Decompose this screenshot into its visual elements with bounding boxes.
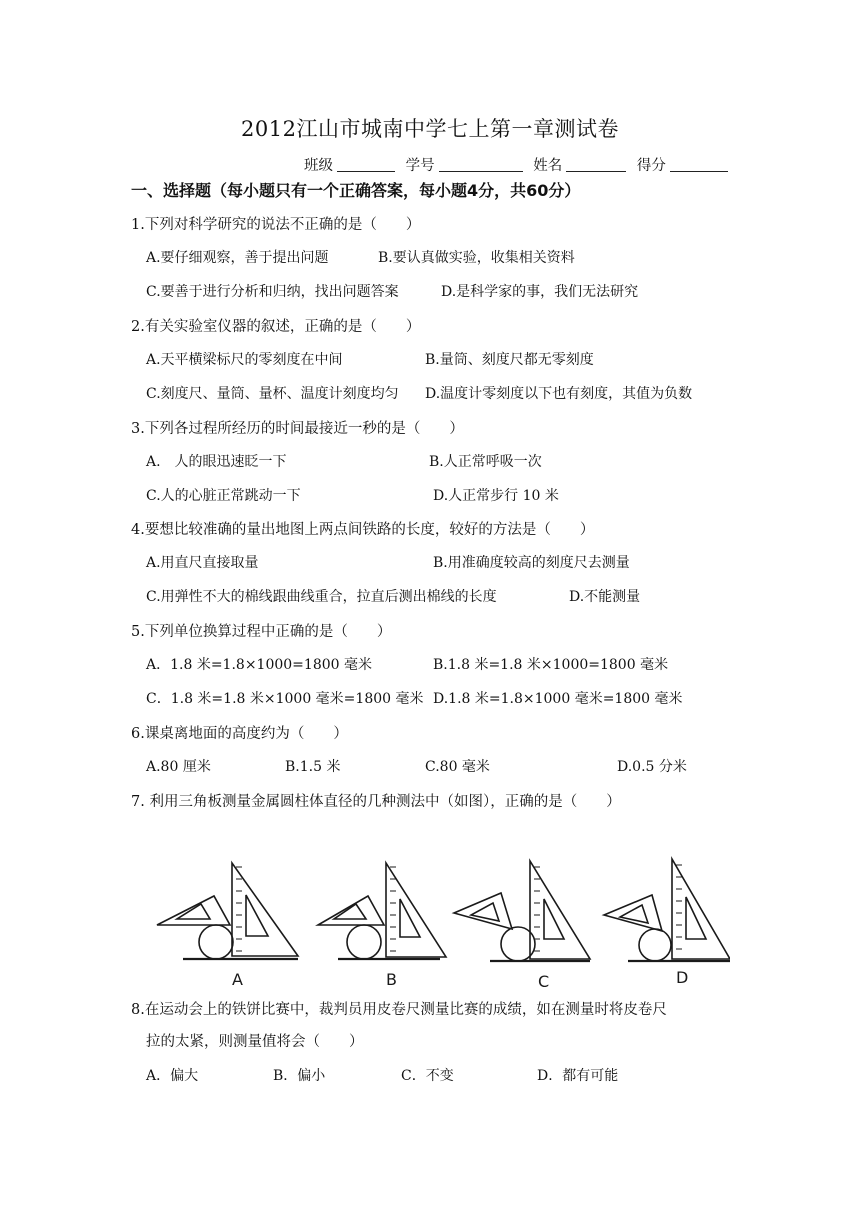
score-blank[interactable] <box>670 157 728 172</box>
question-6-option-b[interactable]: B.1.5 米 <box>285 759 341 775</box>
question-8-stem: 8.在运动会上的铁饼比赛中，裁判员用皮卷尺测量比赛的成绩，如在测量时将皮卷尺 <box>131 1002 667 1018</box>
question-1-option-c[interactable]: C.要善于进行分析和归纳，找出问题答案 <box>146 284 399 300</box>
figure-d <box>604 859 730 987</box>
question-6-option-a[interactable]: A.80 厘米 <box>146 759 211 775</box>
question-6-option-d[interactable]: D.0.5 分米 <box>617 759 687 775</box>
question-1-option-b[interactable]: B.要认真做实验，收集相关资料 <box>378 250 575 266</box>
id-label: 学号 <box>405 158 435 174</box>
id-blank[interactable] <box>439 157 523 172</box>
question-2-option-c[interactable]: C.刻度尺、量筒、量杯、温度计刻度均匀 <box>146 386 399 402</box>
question-1-option-d[interactable]: D.是科学家的事，我们无法研究 <box>441 284 639 300</box>
name-blank[interactable] <box>566 157 626 172</box>
triangle-ruler-figure <box>150 855 730 990</box>
figure-label-c: C <box>538 972 550 990</box>
question-1-stem: 1.下列对科学研究的说法不正确的是（ ） <box>131 217 421 233</box>
question-2-option-a[interactable]: A.天平横梁标尺的零刻度在中间 <box>146 352 343 368</box>
question-8-option-d[interactable]: D．都有可能 <box>537 1068 619 1084</box>
question-5-stem: 5.下列单位换算过程中正确的是（ ） <box>131 624 392 640</box>
question-4-option-a[interactable]: A.用直尺直接取量 <box>146 555 259 571</box>
question-8-stem-line-2: 拉的太紧，则测量值将会（ ） <box>146 1034 364 1050</box>
figure-label-d: D <box>676 968 689 987</box>
question-4-option-c[interactable]: C.用弹性不大的棉线跟曲线重合，拉直后测出棉线的长度 <box>146 589 497 605</box>
question-6-option-c[interactable]: C.80 毫米 <box>425 759 490 775</box>
question-4-option-d[interactable]: D.不能测量 <box>569 589 641 605</box>
figure-b <box>318 863 446 989</box>
page-title: 2012江山市城南中学七上第一章测试卷 <box>241 117 619 141</box>
question-7-stem: 7. 利用三角板测量金属圆柱体直径的几种测法中（如图），正确的是（ ） <box>131 794 621 810</box>
question-4-stem: 4.要想比较准确的量出地图上两点间铁路的长度，较好的方法是（ ） <box>131 522 595 538</box>
class-label: 班级 <box>304 158 333 174</box>
figure-c <box>454 861 590 990</box>
section-heading: 一、选择题（每小题只有一个正确答案，每小题4分，共60分） <box>131 181 581 200</box>
name-label: 姓名 <box>533 158 563 174</box>
question-8-option-a[interactable]: A．偏大 <box>146 1068 199 1084</box>
student-info-line <box>304 154 734 175</box>
question-5-option-b[interactable]: B.1.8 米=1.8 米×1000=1800 毫米 <box>433 657 669 673</box>
question-8-option-b[interactable]: B．偏小 <box>273 1068 326 1084</box>
question-4-option-b[interactable]: B.用准确度较高的刻度尺去测量 <box>433 555 630 571</box>
class-blank[interactable] <box>337 157 395 172</box>
question-2-option-b[interactable]: B.量筒、刻度尺都无零刻度 <box>425 352 594 368</box>
question-2-option-d[interactable]: D.温度计零刻度以下也有刻度，其值为负数 <box>425 386 693 402</box>
question-8-option-c[interactable]: C．不变 <box>401 1068 454 1084</box>
question-5-option-d[interactable]: D.1.8 米=1.8×1000 毫米=1800 毫米 <box>433 691 683 707</box>
question-3-stem: 3.下列各过程所经历的时间最接近一秒的是（ ） <box>131 421 464 437</box>
question-3-option-b[interactable]: B.人正常呼吸一次 <box>429 454 542 470</box>
question-2-stem: 2.有关实验室仪器的叙述，正确的是（ ） <box>131 319 421 335</box>
figure-a <box>157 863 298 989</box>
question-3-option-d[interactable]: D.人正常步行 10 米 <box>433 488 559 504</box>
question-5-option-c[interactable]: C．1.8 米=1.8 米×1000 毫米=1800 毫米 <box>146 691 424 707</box>
question-3-option-a[interactable]: A. 人的眼迅速眨一下 <box>146 454 287 470</box>
figure-label-b: B <box>386 970 397 989</box>
question-6-stem: 6.课桌离地面的高度约为（ ） <box>131 726 348 742</box>
question-1-option-a[interactable]: A.要仔细观察，善于提出问题 <box>146 250 329 266</box>
question-5-option-a[interactable]: A．1.8 米=1.8×1000=1800 毫米 <box>146 657 372 673</box>
score-label: 得分 <box>636 158 666 174</box>
question-3-option-c[interactable]: C.人的心脏正常跳动一下 <box>146 488 301 504</box>
figure-label-a: A <box>232 970 243 989</box>
